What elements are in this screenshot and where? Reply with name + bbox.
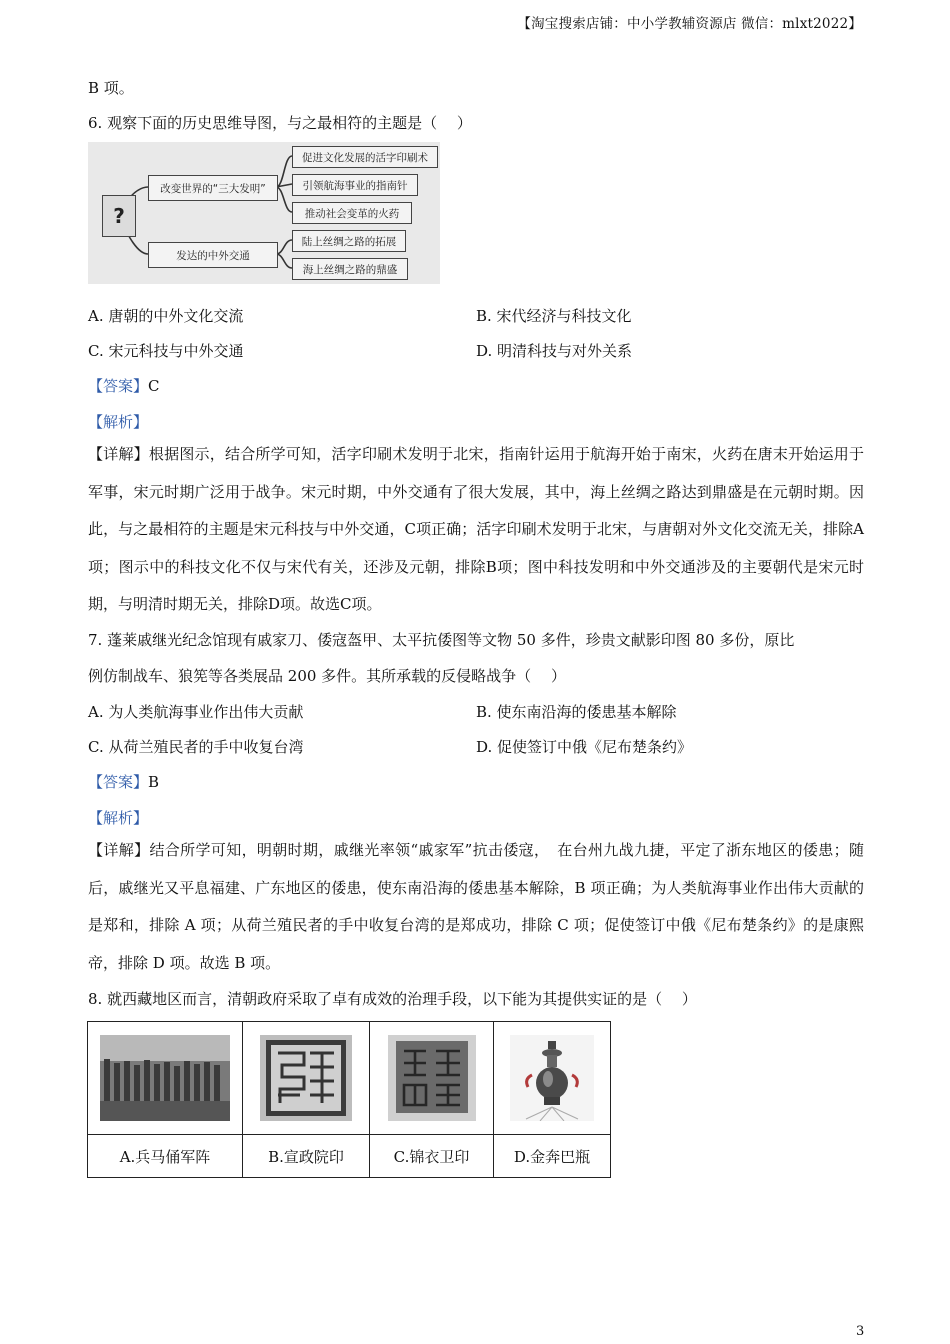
q8-caption-d[interactable]: D.金奔巴瓶 <box>494 1135 611 1178</box>
q7-stem-line1: 7. 蓬莱戚继光纪念馆现有戚家刀、倭寇盔甲、太平抗倭图等文物 50 多件，珍贵文献影印图 80 多份，原比 <box>88 631 795 649</box>
q8-stem: 8. 就西藏地区而言，清朝政府采取了卓有成效的治理手段，以下能为其提供实证的是（ ） <box>88 990 697 1008</box>
terracotta-army-photo <box>100 1035 230 1121</box>
q6-answer <box>88 376 160 396</box>
mind-map-branch-transport: 发达的中外交通 <box>148 242 278 268</box>
q6-mind-map <box>88 142 440 284</box>
detail-label: 【详解】 <box>88 841 150 859</box>
q6-stem: 6. 观察下面的历史思维导图，与之最相符的主题是（ ） <box>88 114 472 132</box>
q6-analysis-label: 【解析】 <box>88 413 149 431</box>
detail-label: 【详解】 <box>88 445 149 463</box>
q6-detail <box>88 436 864 624</box>
answer-label: 【答案】 <box>88 773 149 791</box>
q6-option-a[interactable]: A. 唐朝的中外文化交流 <box>88 307 244 325</box>
mind-map-center: ? <box>102 195 136 237</box>
answer-label: 【答案】 <box>88 377 149 395</box>
detail-text: 根据图示，结合所学可知，活字印刷术发明于北宋，指南针运用于航海开始于南宋，火药在唐末开始运用于军事，宋元时期广泛用于战争。宋元时期，中外交通有了很大发展，其中，海上丝绸之路达到鼎盛是在元朝时期。因此，与之最相符的主题是宋元科技与中外交通，C项正确；活字印刷术发明于北宋，与唐朝对外文化交流无关，排除A项；图示中的科技文化不仅与宋代有关，还涉及元朝，排除B项；图中科技发明和中外交通涉及的主要朝代是宋元时期，与明清时期无关，排除D项。故选C项。 <box>88 445 864 613</box>
q8-image-cell-b[interactable] <box>243 1022 370 1135</box>
q6-option-d[interactable]: D. 明清科技与对外关系 <box>476 342 633 360</box>
q8-caption-b[interactable]: B.宣政院印 <box>243 1135 370 1178</box>
q7-option-d[interactable]: D. 促使签订中俄《尼布楚条约》 <box>476 738 693 756</box>
q7-option-b[interactable]: B. 使东南沿海的倭患基本解除 <box>476 703 677 721</box>
q7-option-c[interactable]: C. 从荷兰殖民者的手中收复台湾 <box>88 738 304 756</box>
page-number: 3 <box>856 1324 865 1339</box>
jinyiwei-seal-image <box>388 1035 476 1121</box>
page-header: 【淘宝搜索店铺：中小学教辅资源店 微信：mlxt2022】 <box>517 16 862 32</box>
q8-image-table <box>87 1021 611 1178</box>
answer-value: C <box>148 377 160 395</box>
q8-image-cell-c[interactable] <box>370 1022 494 1135</box>
q8-caption-c[interactable]: C.锦衣卫印 <box>370 1135 494 1178</box>
q6-option-b[interactable]: B. 宋代经济与科技文化 <box>476 307 632 325</box>
mind-map-branch-inventions: 改变世界的“三大发明” <box>148 175 278 201</box>
previous-answer-tail: B 项。 <box>88 79 134 97</box>
mind-map-leaf-sea-silk-road: 海上丝绸之路的鼎盛 <box>292 258 408 280</box>
q8-image-cell-a[interactable] <box>88 1022 243 1135</box>
q7-analysis-label: 【解析】 <box>88 809 149 827</box>
xuanzhengyuan-seal-image <box>260 1035 352 1121</box>
mind-map-leaf-compass: 引领航海事业的指南针 <box>292 174 418 196</box>
q8-caption-a[interactable]: A.兵马俑军阵 <box>88 1135 243 1178</box>
detail-text: 结合所学可知，明朝时期，戚继光率领“戚家军”抗击倭寇， 在台州九战九捷，平定了浙东地区的倭患；随后，戚继光又平息福建、广东地区的倭患，使东南沿海的倭患基本解除，B 项正确；为人类航海事业作出伟大贡献的是郑和，排除 A 项；从荷兰殖民者的手中收复台湾的是郑成功，排除 C 项；促使签订中俄《尼布楚条约》的是康熙帝，排除 D 项。故选 B 项。 <box>88 841 864 972</box>
q7-answer <box>88 772 159 792</box>
q7-detail <box>88 832 864 982</box>
golden-urn-image <box>510 1035 594 1121</box>
mind-map-leaf-gunpowder: 推动社会变革的火药 <box>292 202 412 224</box>
mind-map-leaf-printing: 促进文化发展的活字印刷术 <box>292 146 438 168</box>
q7-stem-line2: 例仿制战车、狼筅等各类展品 200 多件。其所承载的反侵略战争（ ） <box>88 667 566 685</box>
mind-map-leaf-land-silk-road: 陆上丝绸之路的拓展 <box>292 230 406 252</box>
q6-option-c[interactable]: C. 宋元科技与中外交通 <box>88 342 244 360</box>
q7-option-a[interactable]: A. 为人类航海事业作出伟大贡献 <box>88 703 304 721</box>
q8-image-cell-d[interactable] <box>494 1022 611 1135</box>
answer-value: B <box>148 773 160 791</box>
